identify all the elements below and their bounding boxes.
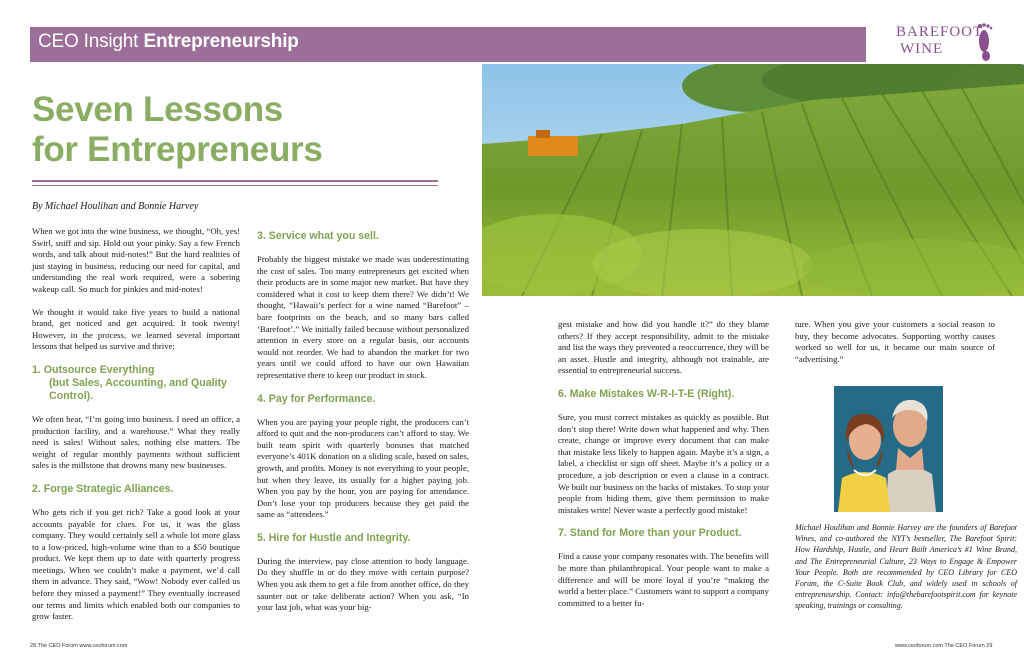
- lesson-7-body: Find a cause your company resonates with. The benefits will be more than philanthropical. Your people want to make a difference and will be more loyal if you’re “making the world a better place.” Customers want to support a company committed to a better fu-: [558, 551, 769, 608]
- title-line-2: for Entrepreneurs: [32, 130, 323, 169]
- lesson-7-heading: 7. Stand for More than your Product.: [558, 527, 742, 540]
- column-1: [32, 226, 240, 634]
- column-3: [558, 319, 769, 620]
- logo-line-1: BAREFOOT: [896, 24, 984, 40]
- lesson-1-body: We often hear, “I’m going into business. I need an office, a production facility, and a warehouse.” What they really need is sales! Without sales, nothing else matters. The weight of regular monthly payments without sufficient sales is the millstone that drowns many new businesses.: [32, 413, 240, 471]
- page-footer-left: 28 The CEO Forum www.ceoforum.com: [30, 643, 128, 649]
- title-rule: [32, 180, 438, 182]
- lesson-2-heading: 2. Forge Strategic Alliances.: [32, 482, 174, 495]
- section-label-bold: Entrepreneurship: [143, 31, 299, 52]
- lesson-6-body: Sure, you must correct mistakes as quickly as possible. But don’t stop there! Write down what happened and why. Then create, change or improve every document that can make that mistake less likely to happen again. Maybe it’s a sign, a label, a checklist or sign off sheet. Maybe it’s a policy or a procedure, a job description or even a clause in a contract. We built our business on the backs of mistakes. To stop your people from hiding them, give them permission to make mistakes write! Never waste a perfectly good mistake!: [558, 411, 769, 515]
- lesson-3-body: Probably the biggest mistake we made was underestimating the cost of sales. Too many entrepreneurs get excited when their products are in some major new market. But have they considered what it cost to keep them there? We didn’t! We thought, “Hawaii’s perfect for a wine named “Barefoot” – bare footprints on the beach, and so many bars called ‘Barefoot’.” We initially failed because without personalized attention in every store on a regular basis, our accounts would not reorder. We had to abandon the market for two years until we could afford to have our own Hawaiian representative there to keep our product in stock.: [257, 254, 469, 380]
- lesson-7-body-cont: ture. When you give your customers a social reason to buy, they become advocates. Supporting worthy causes worked so well for us, it became our main source of “advertising.”: [795, 319, 995, 364]
- author-photo: [834, 386, 943, 512]
- title-line-1: Seven Lessons: [32, 90, 283, 129]
- lesson-3-heading: 3. Service what you sell.: [257, 230, 379, 242]
- page-footer-right: www.ceoforum.com The CEO Forum 29: [895, 643, 993, 649]
- intro-paragraph-2: We thought it would take five years to build a national brand, get noticed and get acquired. It took twenty! However, in the process, we learned several important lessons that helped us survive and thrive:: [32, 306, 240, 352]
- lesson-4-body: When you are paying your people right, the producers can’t afford to quit and the non-producers can’t afford to stay. We built team spirit with quarterly bonuses that matched everyone’s 401K donation on a sliding scale, based on sales, growth, and profits. Money is not everything to your people, but when they leave, its usually for a higher paying job. When you pay by the hour, you are paying for attendance. Don’t lose your top producers because they get paid the same as “attendees.”: [257, 416, 469, 520]
- lesson-1-heading: [32, 364, 240, 403]
- article-title: [32, 90, 452, 170]
- logo-wordmark: [896, 24, 983, 58]
- logo-line-2: WINE: [900, 41, 944, 57]
- author-bio: Michael Houlihan and Bonnie Harvey are the founders of Barefoot Wines, and co-authored the NYT’s bestseller, The Barefoot Spirit: How Hardship, Hustle, and Heart Built America’s #1 Wine Brand, and The Entrepreneurial Culture, 23 Ways to Engage & Empower Your People. Both are recommended by CEO Library for CEO Forum, the C-Suite Book Club, and widely used in schools of entrepreneurship. Contact: info@thebarefootspirit.com for keynote speaking, trainings or consulting.: [795, 523, 1017, 611]
- lesson-5-heading: 5. Hire for Hustle and Integrity.: [257, 531, 411, 544]
- byline: By Michael Houlihan and Bonnie Harvey: [32, 201, 199, 212]
- column-4: [795, 319, 995, 376]
- title-rule-thin: [32, 185, 438, 186]
- lesson-1-heading-a: 1. Outsource Everything: [32, 363, 155, 376]
- lesson-2-body: Who gets rich if you get rich? Take a good look at your accounts payable for clues. For us, it was the glass company. They would certainly sell a whole lot more glass to a low-priced, high-volume wine than to a $50 boutique product. We kept them up to date with quarterly progress meetings. When we couldn’t make a payment, we’d call them in advance. They said, “Wow! Nobody ever called us before they missed a payment!” They eventually increased our terms and limits which enabled both our companies to grow faster.: [32, 506, 240, 622]
- intro-paragraph-1: When we got into the wine business, we thought, “Oh, yes! Swirl, sniff and sip. Hold out your pinky. Say a few French words, and talk about mid-notes!” But the hard realities of just staying in business, reducing our need for capital, and understanding the real work required, were a sobering wakeup call. So much for pinkies and mid-notes!: [32, 226, 240, 294]
- section-label-light: CEO Insight: [38, 31, 139, 52]
- lesson-5-body: During the interview, pay close attention to body language. Do they shuffle in or do they move with certain purpose? When you ask them to get a file from another office, do they saunter out or take deliberate action? When you ask, “In your last job, what was your big-: [257, 555, 469, 613]
- lesson-6-heading: 6. Make Mistakes W-R-I-T-E (Right).: [558, 387, 735, 400]
- vineyard-photo: [482, 64, 1024, 296]
- lesson-1-heading-b: (but Sales, Accounting, and Quality Control).: [49, 376, 227, 402]
- lesson-5-body-cont: gest mistake and how did you handle it?” do they blame others? If they accept responsibility, admit to the mistake and list the ways they prevented a reoccurrence, they will be an asset. Hustle and integrity, although not trainable, are essential to entrepreneurial success.: [558, 319, 769, 376]
- section-label: [38, 31, 299, 53]
- column-2: [257, 226, 469, 625]
- lesson-4-heading: 4. Pay for Performance.: [257, 392, 376, 405]
